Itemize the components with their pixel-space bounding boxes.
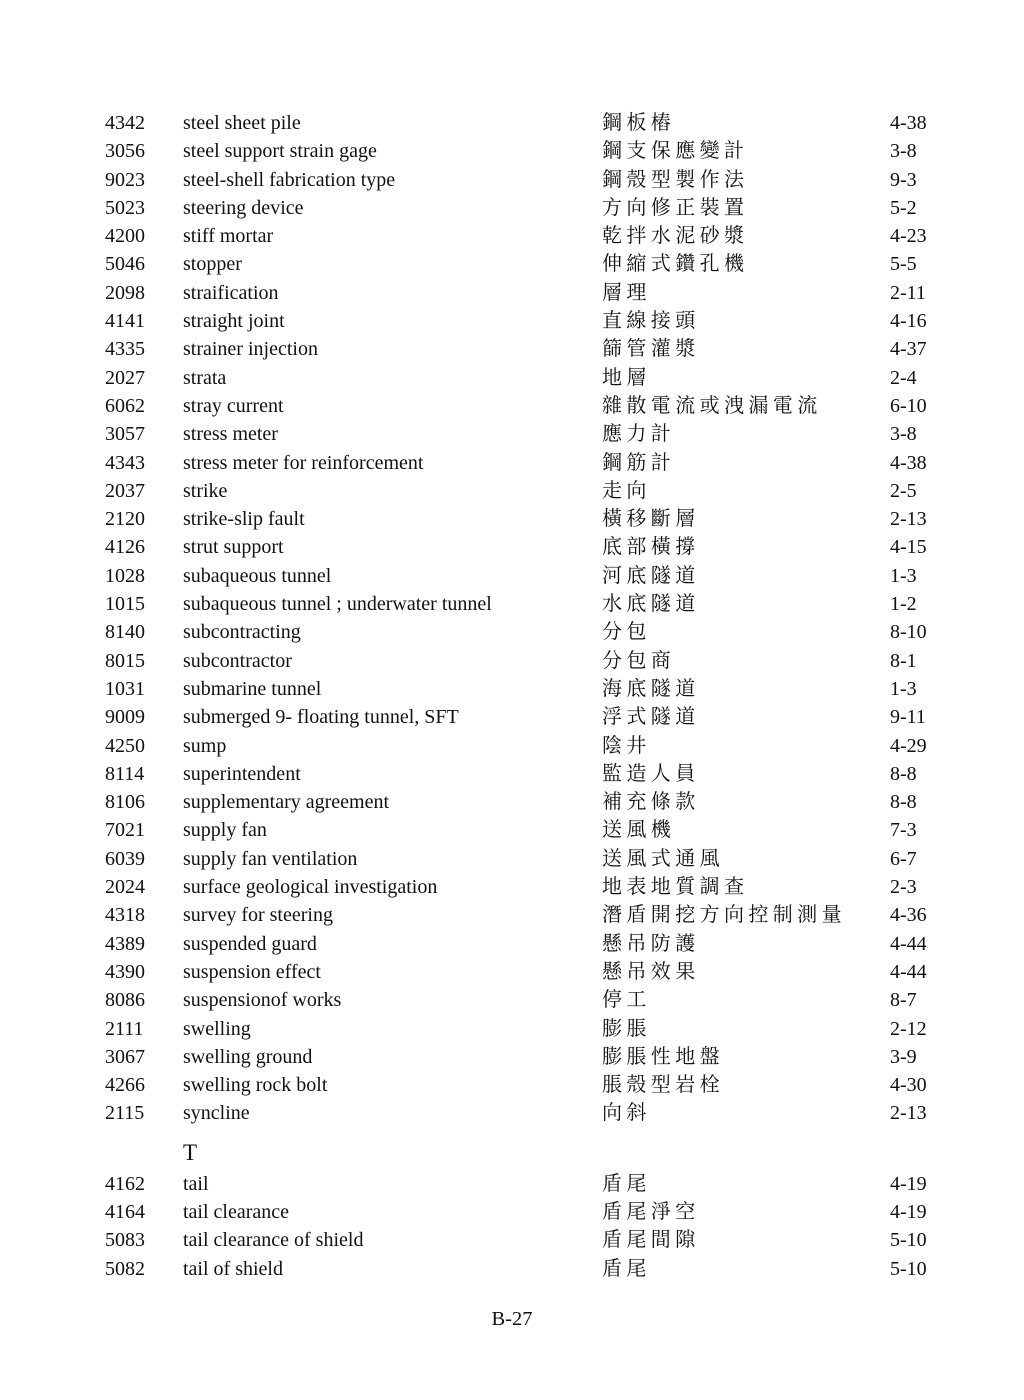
term-chinese: 橫移斷層 bbox=[602, 508, 700, 531]
term-chinese: 分包商 bbox=[602, 649, 676, 672]
term-page-ref: 2-5 bbox=[890, 479, 917, 502]
term-page-ref: 4-38 bbox=[890, 112, 927, 134]
term-id: 4200 bbox=[105, 225, 145, 248]
term-id: 2027 bbox=[105, 366, 145, 389]
glossary-row bbox=[0, 675, 1024, 703]
term-page-ref: 5-5 bbox=[890, 253, 917, 276]
term-id: 4342 bbox=[105, 112, 145, 134]
term-english: tail clearance bbox=[183, 1200, 290, 1223]
glossary-row bbox=[0, 703, 1024, 731]
term-english: strata bbox=[183, 366, 227, 389]
term-page-ref: 6-10 bbox=[890, 394, 927, 417]
term-page-ref: 4-30 bbox=[890, 1074, 927, 1097]
term-page-ref: 2-12 bbox=[890, 1017, 927, 1040]
term-id: 5083 bbox=[105, 1229, 145, 1252]
term-page-ref: 2-13 bbox=[890, 508, 927, 531]
term-id: 2037 bbox=[105, 479, 145, 502]
term-page-ref: 4-19 bbox=[890, 1200, 927, 1223]
term-id: 4164 bbox=[105, 1200, 145, 1223]
term-chinese: 監造人員 bbox=[602, 762, 700, 785]
glossary-row bbox=[0, 788, 1024, 816]
glossary-row bbox=[0, 873, 1024, 901]
term-english: surface geological investigation bbox=[183, 876, 438, 899]
term-chinese: 盾尾淨空 bbox=[602, 1200, 700, 1223]
term-chinese: 底部橫撐 bbox=[602, 536, 700, 559]
term-id: 3056 bbox=[105, 140, 145, 163]
term-chinese: 陰井 bbox=[602, 734, 651, 757]
term-page-ref: 9-11 bbox=[890, 706, 926, 729]
term-page-ref: 4-37 bbox=[890, 338, 927, 361]
term-id: 5023 bbox=[105, 196, 145, 219]
glossary-row bbox=[0, 279, 1024, 307]
term-english: submerged 9- floating tunnel, SFT bbox=[183, 706, 459, 729]
term-english: tail of shield bbox=[183, 1257, 283, 1280]
term-id: 2098 bbox=[105, 281, 145, 304]
glossary-row bbox=[0, 335, 1024, 363]
term-english: syncline bbox=[183, 1102, 250, 1125]
term-english: subaqueous tunnel ; underwater tunnel bbox=[183, 593, 492, 616]
glossary-row bbox=[0, 1043, 1024, 1071]
term-chinese: 潛盾開挖方向控制測量 bbox=[602, 904, 846, 927]
term-english: sump bbox=[183, 734, 227, 757]
term-chinese: 補充條款 bbox=[602, 791, 700, 814]
glossary-row bbox=[0, 420, 1024, 448]
term-page-ref: 4-15 bbox=[890, 536, 927, 559]
term-english: supply fan bbox=[183, 819, 267, 842]
term-id: 8086 bbox=[105, 989, 145, 1012]
term-id: 4390 bbox=[105, 960, 145, 983]
glossary-table bbox=[0, 109, 1024, 1283]
glossary-row bbox=[0, 1099, 1024, 1127]
term-page-ref: 4-16 bbox=[890, 310, 927, 333]
term-english: swelling ground bbox=[183, 1045, 313, 1068]
term-id: 1031 bbox=[105, 677, 145, 700]
glossary-row bbox=[0, 930, 1024, 958]
term-chinese: 送風式通風 bbox=[602, 847, 724, 870]
glossary-row bbox=[0, 364, 1024, 392]
term-chinese: 向斜 bbox=[602, 1102, 651, 1125]
term-english: stray current bbox=[183, 394, 284, 417]
term-page-ref: 8-1 bbox=[890, 649, 917, 672]
term-chinese: 層理 bbox=[602, 281, 651, 304]
term-id: 1028 bbox=[105, 564, 145, 587]
term-page-ref: 1-2 bbox=[890, 593, 917, 616]
term-chinese: 分包 bbox=[602, 621, 651, 644]
term-english: submarine tunnel bbox=[183, 677, 322, 700]
term-chinese: 浮式隧道 bbox=[602, 706, 700, 729]
term-english: steel sheet pile bbox=[183, 112, 301, 134]
term-id: 4389 bbox=[105, 932, 145, 955]
term-chinese: 海底隧道 bbox=[602, 677, 700, 700]
term-chinese: 鋼支保應變計 bbox=[602, 140, 749, 163]
term-id: 4335 bbox=[105, 338, 145, 361]
term-id: 4126 bbox=[105, 536, 145, 559]
term-id: 1015 bbox=[105, 593, 145, 616]
term-page-ref: 4-29 bbox=[890, 734, 927, 757]
term-page-ref: 4-44 bbox=[890, 960, 927, 983]
term-chinese: 盾尾間隙 bbox=[602, 1229, 700, 1252]
term-page-ref: 4-23 bbox=[890, 225, 927, 248]
term-english: swelling bbox=[183, 1017, 251, 1040]
glossary-row bbox=[0, 1071, 1024, 1099]
page-number: B-27 bbox=[491, 1308, 533, 1330]
glossary-row bbox=[0, 732, 1024, 760]
term-english: steering device bbox=[183, 196, 304, 219]
term-id: 4250 bbox=[105, 734, 145, 757]
glossary-row bbox=[0, 449, 1024, 477]
term-page-ref: 8-8 bbox=[890, 762, 917, 785]
term-id: 3067 bbox=[105, 1045, 145, 1068]
term-english: steel-shell fabrication type bbox=[183, 168, 396, 191]
term-id: 7021 bbox=[105, 819, 145, 842]
term-page-ref: 3-8 bbox=[890, 423, 917, 446]
term-page-ref: 3-8 bbox=[890, 140, 917, 163]
term-page-ref: 2-3 bbox=[890, 876, 917, 899]
term-id: 4162 bbox=[105, 1172, 145, 1195]
term-chinese: 直線接頭 bbox=[602, 310, 700, 333]
term-english: strainer injection bbox=[183, 338, 318, 361]
term-english: tail bbox=[183, 1172, 209, 1195]
term-english: strut support bbox=[183, 536, 284, 559]
term-page-ref: 1-3 bbox=[890, 677, 917, 700]
section-letter-heading: T bbox=[183, 1139, 198, 1165]
term-chinese: 送風機 bbox=[602, 819, 676, 842]
term-chinese: 水底隧道 bbox=[602, 593, 700, 616]
term-chinese: 地層 bbox=[602, 366, 651, 389]
term-page-ref: 6-7 bbox=[890, 847, 917, 870]
term-chinese: 鋼筋計 bbox=[602, 451, 676, 474]
term-english: steel support strain gage bbox=[183, 140, 377, 163]
glossary-row bbox=[0, 1198, 1024, 1226]
glossary-row bbox=[0, 505, 1024, 533]
term-page-ref: 2-13 bbox=[890, 1102, 927, 1125]
term-chinese: 地表地質調查 bbox=[602, 876, 749, 899]
glossary-row bbox=[0, 845, 1024, 873]
glossary-row bbox=[0, 194, 1024, 222]
term-english: suspensionof works bbox=[183, 989, 342, 1012]
term-english: suspended guard bbox=[183, 932, 317, 955]
term-english: strike-slip fault bbox=[183, 508, 305, 531]
term-page-ref: 8-10 bbox=[890, 621, 927, 644]
glossary-row bbox=[0, 1226, 1024, 1254]
term-chinese: 河底隧道 bbox=[602, 564, 700, 587]
term-english: subcontracting bbox=[183, 621, 301, 644]
glossary-row bbox=[0, 533, 1024, 561]
term-id: 6039 bbox=[105, 847, 145, 870]
term-id: 3057 bbox=[105, 423, 145, 446]
term-id: 2111 bbox=[105, 1017, 144, 1040]
glossary-row bbox=[0, 816, 1024, 844]
term-page-ref: 5-10 bbox=[890, 1257, 927, 1280]
glossary-row bbox=[0, 958, 1024, 986]
glossary-row bbox=[0, 109, 1024, 137]
term-page-ref: 4-44 bbox=[890, 932, 927, 955]
term-chinese: 盾尾 bbox=[602, 1257, 651, 1280]
glossary-row bbox=[0, 137, 1024, 165]
glossary-row bbox=[0, 1255, 1024, 1283]
term-id: 9009 bbox=[105, 706, 145, 729]
term-id: 2024 bbox=[105, 876, 145, 899]
term-page-ref: 8-8 bbox=[890, 791, 917, 814]
term-chinese: 懸吊效果 bbox=[602, 960, 700, 983]
term-id: 2120 bbox=[105, 508, 145, 531]
term-chinese: 膨脹 bbox=[602, 1017, 651, 1040]
term-id: 4141 bbox=[105, 310, 145, 333]
term-id: 5082 bbox=[105, 1257, 145, 1280]
term-page-ref: 3-9 bbox=[890, 1045, 917, 1068]
term-chinese: 篩管灌漿 bbox=[602, 338, 700, 361]
term-page-ref: 8-7 bbox=[890, 989, 917, 1012]
term-english: subaqueous tunnel bbox=[183, 564, 332, 587]
term-id: 4266 bbox=[105, 1074, 145, 1097]
term-english: subcontractor bbox=[183, 649, 292, 672]
term-chinese: 鋼殼型製作法 bbox=[602, 168, 749, 191]
term-chinese: 鋼板樁 bbox=[602, 112, 676, 134]
term-page-ref: 2-11 bbox=[890, 281, 926, 304]
term-id: 8114 bbox=[105, 762, 145, 785]
term-page-ref: 1-3 bbox=[890, 564, 917, 587]
term-page-ref: 5-2 bbox=[890, 196, 917, 219]
term-chinese: 應力計 bbox=[602, 423, 676, 446]
term-id: 8106 bbox=[105, 791, 145, 814]
term-page-ref: 4-36 bbox=[890, 904, 927, 927]
term-english: stopper bbox=[183, 253, 242, 276]
term-chinese: 盾尾 bbox=[602, 1172, 651, 1195]
glossary-row bbox=[0, 901, 1024, 929]
glossary-row bbox=[0, 562, 1024, 590]
term-page-ref: 4-19 bbox=[890, 1172, 927, 1195]
glossary-row bbox=[0, 307, 1024, 335]
term-english: straight joint bbox=[183, 310, 285, 333]
term-english: supplementary agreement bbox=[183, 791, 390, 814]
term-id: 4318 bbox=[105, 904, 145, 927]
glossary-row bbox=[0, 166, 1024, 194]
term-english: tail clearance of shield bbox=[183, 1229, 364, 1252]
term-chinese: 脹殼型岩栓 bbox=[602, 1074, 724, 1097]
term-chinese: 乾拌水泥砂漿 bbox=[602, 225, 749, 248]
term-chinese: 方向修正裝置 bbox=[602, 196, 749, 219]
term-id: 8015 bbox=[105, 649, 145, 672]
term-id: 6062 bbox=[105, 394, 145, 417]
term-id: 5046 bbox=[105, 253, 145, 276]
glossary-row bbox=[0, 250, 1024, 278]
term-page-ref: 4-38 bbox=[890, 451, 927, 474]
term-chinese: 膨脹性地盤 bbox=[602, 1045, 724, 1068]
term-page-ref: 7-3 bbox=[890, 819, 917, 842]
term-english: survey for steering bbox=[183, 904, 333, 927]
term-id: 2115 bbox=[105, 1102, 145, 1125]
term-page-ref: 5-10 bbox=[890, 1229, 927, 1252]
glossary-row bbox=[0, 477, 1024, 505]
term-chinese: 停工 bbox=[602, 989, 651, 1012]
term-page-ref: 2-4 bbox=[890, 366, 917, 389]
term-chinese: 伸縮式鑽孔機 bbox=[602, 253, 749, 276]
term-english: stress meter bbox=[183, 423, 278, 446]
term-page-ref: 9-3 bbox=[890, 168, 917, 191]
glossary-row bbox=[0, 986, 1024, 1014]
glossary-row bbox=[0, 1015, 1024, 1043]
term-chinese: 雜散電流或洩漏電流 bbox=[602, 394, 822, 417]
glossary-row bbox=[0, 392, 1024, 420]
term-id: 4343 bbox=[105, 451, 145, 474]
glossary-row bbox=[0, 1170, 1024, 1198]
glossary-row bbox=[0, 760, 1024, 788]
term-english: stiff mortar bbox=[183, 225, 274, 248]
term-english: strike bbox=[183, 479, 228, 502]
term-english: supply fan ventilation bbox=[183, 847, 358, 870]
term-chinese: 走向 bbox=[602, 479, 651, 502]
term-id: 9023 bbox=[105, 168, 145, 191]
term-english: stress meter for reinforcement bbox=[183, 451, 424, 474]
glossary-row bbox=[0, 222, 1024, 250]
glossary-row bbox=[0, 590, 1024, 618]
glossary-row bbox=[0, 618, 1024, 646]
glossary-row bbox=[0, 647, 1024, 675]
term-english: swelling rock bolt bbox=[183, 1074, 328, 1097]
term-english: superintendent bbox=[183, 762, 301, 785]
term-english: suspension effect bbox=[183, 960, 321, 983]
term-id: 8140 bbox=[105, 621, 145, 644]
term-chinese: 懸吊防護 bbox=[602, 932, 700, 955]
term-english: straification bbox=[183, 281, 279, 304]
